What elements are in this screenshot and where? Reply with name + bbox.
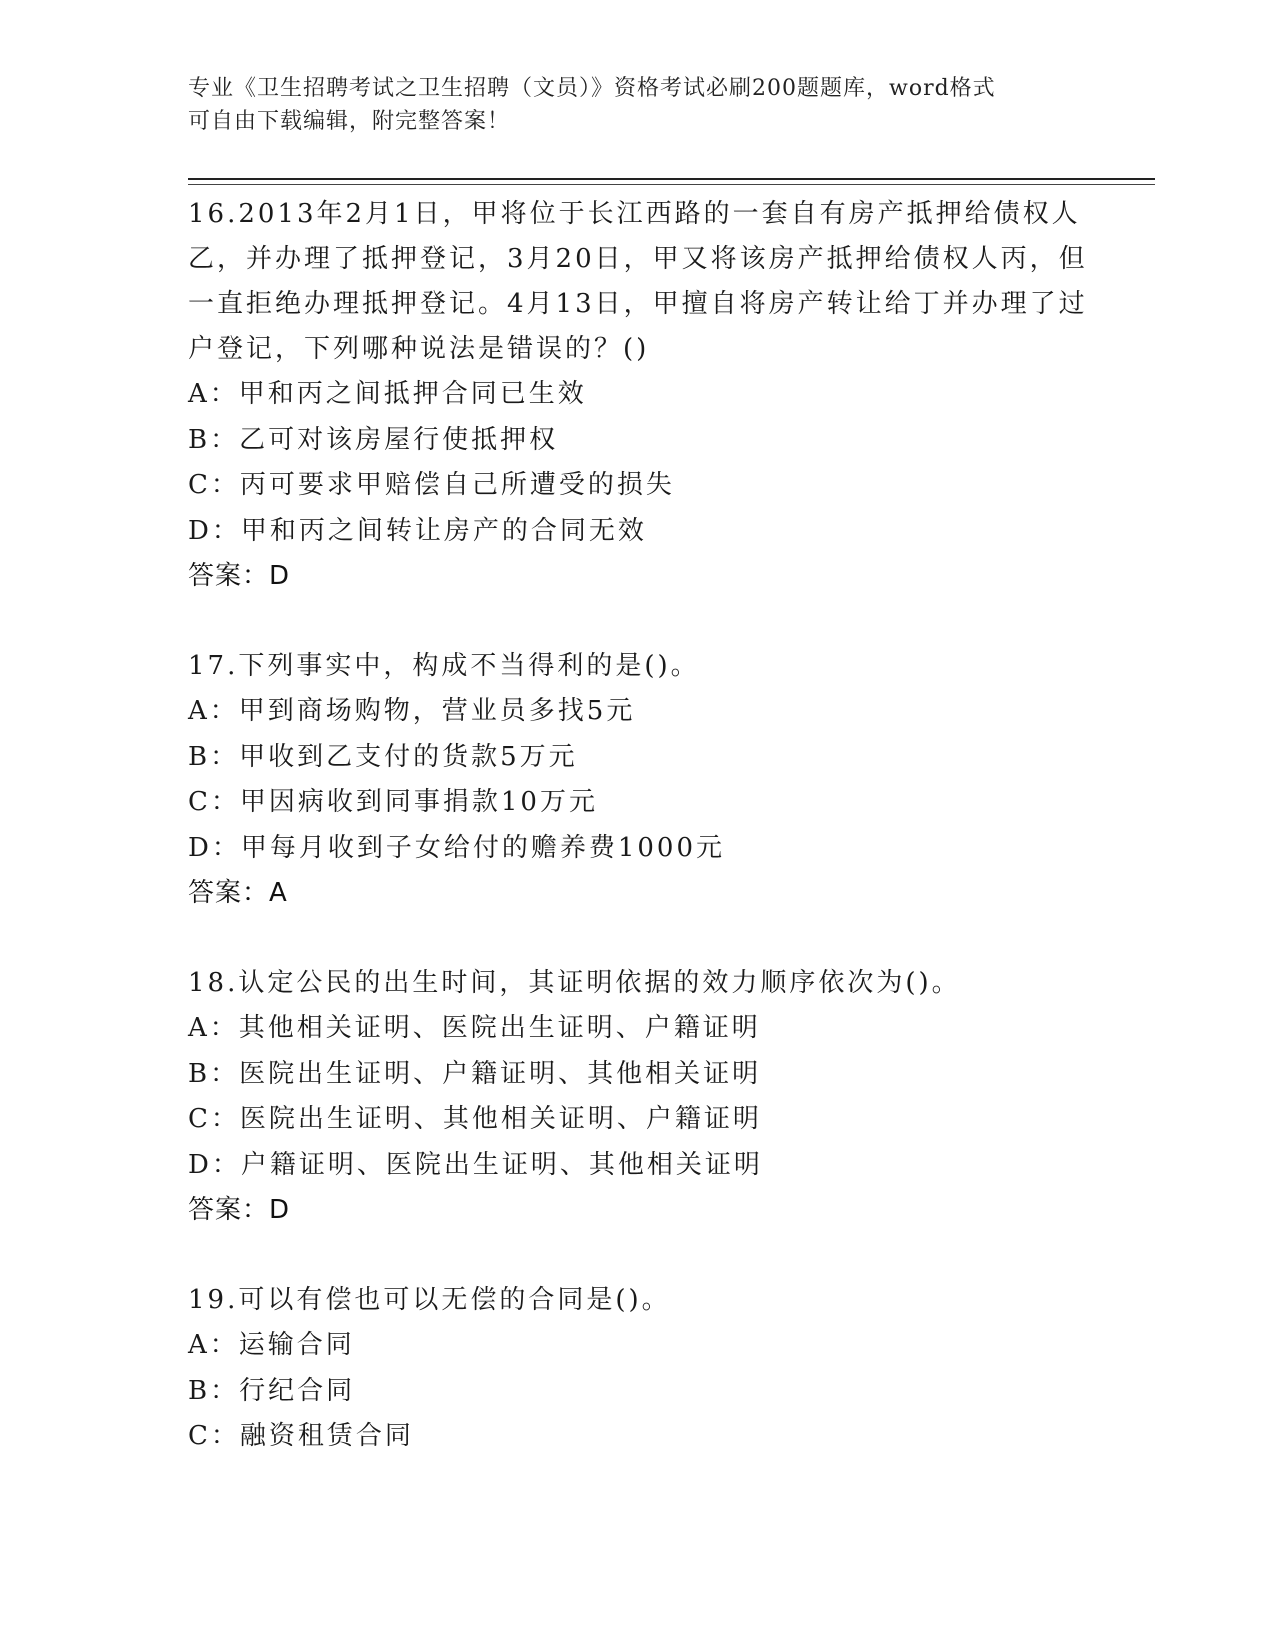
option-a: A：甲和丙之间抵押合同已生效 xyxy=(188,379,587,409)
answer: 答案：D xyxy=(188,561,291,591)
option-c: C：甲因病收到同事捐款10万元 xyxy=(188,787,598,817)
option-c: C：融资租赁合同 xyxy=(188,1421,414,1451)
option-b: B：乙可对该房屋行使抵押权 xyxy=(188,424,559,455)
option-d: D：甲每月收到子女给付的赡养费1000元 xyxy=(188,832,726,863)
header-line-1: 专业《卫生招聘考试之卫生招聘（文员）》资格考试必刷200题题库，word格式 xyxy=(188,76,996,101)
option-b: B：甲收到乙支付的货款5万元 xyxy=(188,741,578,772)
option-b: B：医院出生证明、户籍证明、其他相关证明 xyxy=(188,1058,762,1089)
option-a: A：其他相关证明、医院出生证明、户籍证明 xyxy=(188,1013,761,1043)
option-d: D：甲和丙之间转让房产的合同无效 xyxy=(188,515,647,546)
header-rule-thick xyxy=(188,178,1155,180)
question-16 xyxy=(188,192,1088,599)
question-gap xyxy=(188,599,1088,644)
header-rule-thin xyxy=(188,184,1155,185)
question-gap xyxy=(188,916,1088,961)
question-text: 17.下列事实中，构成不当得利的是()。 xyxy=(188,651,700,681)
answer: 答案：D xyxy=(188,1195,291,1225)
option-c: C：丙可要求甲赔偿自己所遭受的损失 xyxy=(188,470,675,500)
question-list xyxy=(188,192,1088,1460)
question-19 xyxy=(188,1278,1088,1460)
header-line-2: 可自由下载编辑，附完整答案！ xyxy=(188,109,511,134)
question-text: 19.可以有偿也可以无偿的合同是()。 xyxy=(188,1285,671,1315)
question-gap xyxy=(188,1233,1088,1278)
document-header xyxy=(188,72,1088,138)
question-text: 18.认定公民的出生时间，其证明依据的效力顺序依次为()。 xyxy=(188,968,961,998)
answer: 答案：A xyxy=(188,878,288,908)
option-c: C：医院出生证明、其他相关证明、户籍证明 xyxy=(188,1104,762,1134)
question-text: 16.2013年2月1日，甲将位于长江西路的一套自有房产抵押给债权人乙，并办理了抵押登记，3月20日，甲又将该房产抵押给债权人丙，但一直拒绝办理抵押登记。4月13日，甲擅自将房产转让给丁并办理了过户登记，下列哪种说法是错误的？() xyxy=(188,199,1088,364)
question-18 xyxy=(188,961,1088,1233)
option-a: A：运输合同 xyxy=(188,1330,355,1360)
option-b: B：行纪合同 xyxy=(188,1375,356,1406)
option-d: D：户籍证明、医院出生证明、其他相关证明 xyxy=(188,1149,763,1180)
question-17 xyxy=(188,644,1088,916)
option-a: A：甲到商场购物，营业员多找5元 xyxy=(188,696,636,726)
